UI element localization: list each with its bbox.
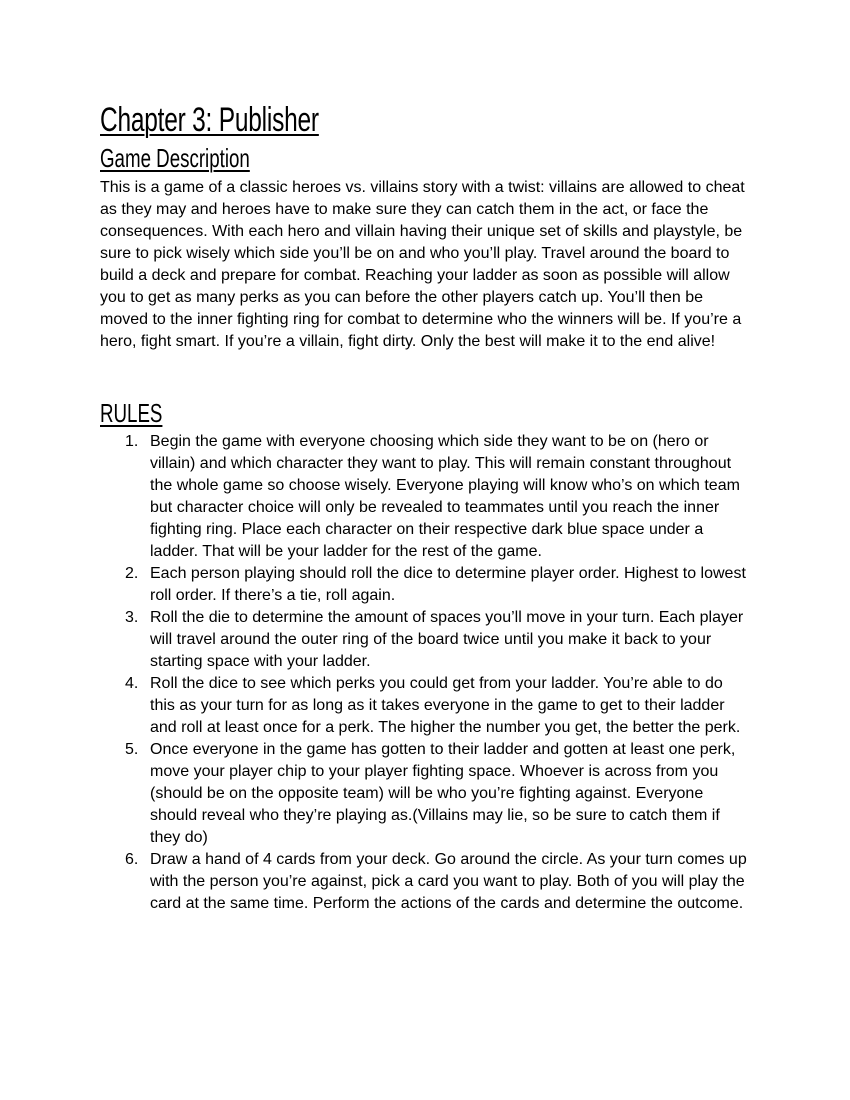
rule-item [100,673,750,739]
game-description: This is a game of a classic heroes vs. villains story with a twist: villains are allowed to cheat as they may and heroes have to make sure they can catch them in the act, or face the consequences. With each hero and villain having their unique set of skills and playstyle, be sure to pick wisely which side you’ll be on and who you’ll play. Travel around the board to build a deck and prepare for combat. Reaching your ladder as soon as possible will allow you to get as many perks as you can before the other players catch up. You’ll then be moved to the inner fighting ring for combat to determine who the winners will be. If you’re a hero, fight smart. If you’re a villain, fight dirty. Only the best will make it to the end alive! [100,179,745,350]
rule-item [100,739,750,849]
rule-number: 5. [125,741,139,758]
document-page [100,98,750,915]
rules-list [100,431,750,915]
rule-number: 6. [125,851,139,868]
rule-number: 2. [125,565,139,582]
description-heading: Game Description [100,143,250,173]
rule-item [100,563,750,607]
rule-item [100,431,750,563]
rule-text: Roll the dice to see which perks you could get from your ladder. You’re able to do this as your turn for as long as it takes everyone in the game to get to their ladder and roll at least once for a perk. The higher the number you get, the better the perk. [150,675,741,736]
rule-number: 1. [125,433,139,450]
rule-text: Once everyone in the game has gotten to their ladder and gotten at least one perk, move your player chip to your player fighting space. Whoever is across from you (should be on the opposite team) will be who you’re fighting against. Everyone should reveal who they’re playing as.(Villains may lie, so be sure to catch them if they do) [150,741,736,846]
rule-item [100,849,750,915]
chapter-title: Chapter 3: Publisher [100,101,319,139]
rule-text: Each person playing should roll the dice to determine player order. Highest to lowest roll order. If there’s a tie, roll again. [150,565,746,604]
rules-heading: RULES [100,398,163,428]
rule-number: 4. [125,675,139,692]
rule-text: Draw a hand of 4 cards from your deck. Go around the circle. As your turn comes up with the person you’re against, pick a card you want to play. Both of you will play the card at the same time. Perform the actions of the cards and determine the outcome. [150,851,747,912]
rule-number: 3. [125,609,139,626]
rule-text: Roll the die to determine the amount of spaces you’ll move in your turn. Each player will travel around the outer ring of the board twice until you make it back to your starting space with your ladder. [150,609,744,670]
rule-item [100,607,750,673]
rule-text: Begin the game with everyone choosing which side they want to be on (hero or villain) and which character they want to play. This will remain constant throughout the whole game so choose wisely. Everyone playing will know who’s on which team but character choice will only be revealed to teammates until you reach the inner fighting ring. Place each character on their respective dark blue space under a ladder. That will be your ladder for the rest of the game. [150,433,740,560]
